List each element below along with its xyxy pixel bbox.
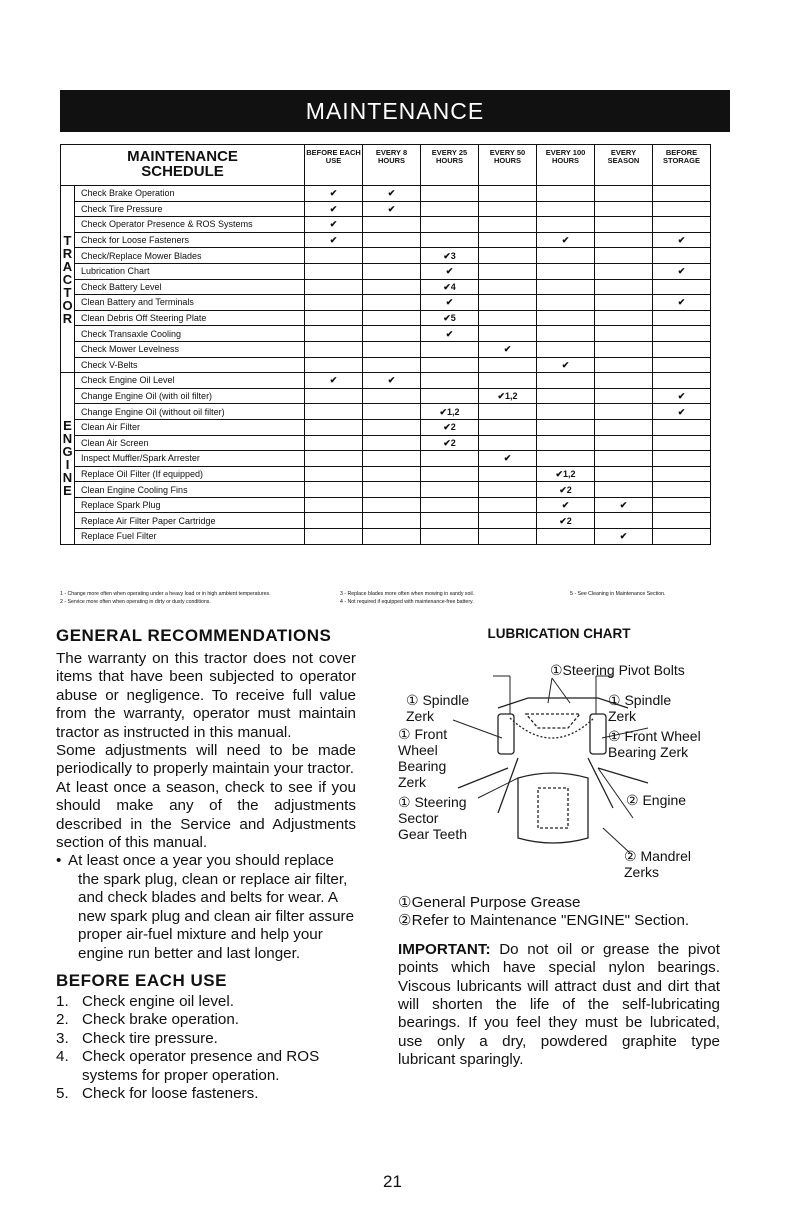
schedule-check-cell: ✔1,2 [479,388,537,404]
schedule-row [61,466,711,482]
schedule-check-cell [479,186,537,202]
schedule-row [61,248,711,264]
lube-note: ②Refer to Maintenance "ENGINE" Section. [398,912,690,930]
schedule-check-cell [595,388,653,404]
schedule-check-cell [305,529,363,545]
schedule-row [61,419,711,435]
task-label: Replace Fuel Filter [75,529,305,545]
label-mandrel: ② Mandrel Zerks [624,848,692,880]
schedule-check-cell [421,482,479,498]
schedule-check-cell [305,513,363,529]
schedule-check-cell [653,529,711,545]
before-use-step [56,1085,356,1104]
schedule-check-cell [363,357,421,373]
schedule-check-cell [363,388,421,404]
schedule-check-cell [653,326,711,342]
schedule-check-cell [653,279,711,295]
schedule-row [61,201,711,217]
schedule-check-cell [363,466,421,482]
footnote: 3 - Replace blades more often when mowing in sandy soil. [340,591,475,597]
schedule-check-cell [537,388,595,404]
schedule-check-cell [479,263,537,279]
label-spindle-zerk-left: ① Spindle Zerk [406,692,470,724]
schedule-check-cell: ✔ [653,404,711,420]
schedule-check-cell [537,217,595,233]
before-use-step [56,993,356,1012]
step-text: Check for loose fasteners. [82,1085,259,1103]
task-label: Check Brake Operation [75,186,305,202]
schedule-row [61,513,711,529]
task-label: Check Tire Pressure [75,201,305,217]
schedule-check-cell: ✔2 [537,482,595,498]
schedule-check-cell: ✔ [305,232,363,248]
step-text: Check tire pressure. [82,1029,218,1047]
schedule-check-cell [595,357,653,373]
schedule-check-cell: ✔ [479,341,537,357]
schedule-row [61,295,711,311]
schedule-check-cell [421,186,479,202]
schedule-check-cell [653,248,711,264]
schedule-column-header: BEFORE STORAGE [653,145,711,186]
schedule-check-cell: ✔ [653,232,711,248]
schedule-check-cell [363,217,421,233]
schedule-column-header: EVERY 25 HOURS [421,145,479,186]
schedule-check-cell [595,451,653,467]
schedule-check-cell [305,357,363,373]
schedule-check-cell [363,295,421,311]
schedule-check-cell [363,497,421,513]
schedule-check-cell [653,451,711,467]
schedule-check-cell [421,529,479,545]
schedule-check-cell [653,217,711,233]
schedule-check-cell: ✔ [421,295,479,311]
schedule-check-cell [363,310,421,326]
schedule-check-cell [305,466,363,482]
schedule-check-cell [479,217,537,233]
task-label: Clean Air Screen [75,435,305,451]
schedule-check-cell [595,186,653,202]
lubrication-notes [398,894,720,1070]
label-front-wheel-right: ① Front Wheel Bearing Zerk [608,728,701,760]
schedule-check-cell [421,341,479,357]
schedule-check-cell [653,341,711,357]
schedule-check-cell: ✔ [653,263,711,279]
task-label: Check Transaxle Cooling [75,326,305,342]
schedule-check-cell [305,279,363,295]
schedule-column-header: BEFORE EACH USE [305,145,363,186]
schedule-check-cell: ✔3 [421,248,479,264]
label-steering-pivot: ①Steering Pivot Bolts [550,662,685,678]
schedule-check-cell [595,263,653,279]
schedule-row [61,232,711,248]
schedule-check-cell [653,466,711,482]
schedule-check-cell [595,435,653,451]
schedule-check-cell [595,419,653,435]
general-para: The warranty on this tractor does not cover items that have been subjected to operator abuse or negligence. To receive full value from the warranty, operator must maintain tractor as instructed in this manual. [56,650,356,741]
schedule-check-cell [479,279,537,295]
schedule-check-cell [479,513,537,529]
before-use-step [56,1048,356,1085]
schedule-row [61,482,711,498]
schedule-check-cell [653,513,711,529]
schedule-check-cell [363,451,421,467]
schedule-row [61,217,711,233]
schedule-check-cell [363,435,421,451]
schedule-check-cell [363,326,421,342]
schedule-check-cell [537,279,595,295]
schedule-check-cell [421,217,479,233]
general-para: At least once a season, check to see if you should make any of the adjustments described in the Service and Adjustments section of this manual. [56,778,356,852]
important-text: Do not oil or grease the pivot points which have special nylon bearings. Viscous lubricants will attract dust and dirt that will shorten the life of the self-lubricating bearings. If you feel they must be lubricated, use only a dry, powdered graphite type lubricant sparingly. [398,940,720,1069]
schedule-check-cell [479,529,537,545]
before-use-step [56,1011,356,1030]
schedule-column-header: EVERY 50 HOURS [479,145,537,186]
schedule-check-cell [537,373,595,389]
schedule-row [61,310,711,326]
schedule-check-cell: ✔5 [421,310,479,326]
before-each-use-list [56,993,356,1104]
task-label: Clean Debris Off Steering Plate [75,310,305,326]
schedule-check-cell: ✔ [595,497,653,513]
schedule-check-cell [537,248,595,264]
schedule-check-cell: ✔ [537,357,595,373]
schedule-check-cell: ✔ [421,263,479,279]
schedule-check-cell [653,201,711,217]
step-text: Check brake operation. [82,1011,240,1029]
lubrication-heading: LUBRICATION CHART [487,626,631,641]
label-engine: ② Engine [626,792,687,808]
schedule-check-cell [305,404,363,420]
schedule-row [61,529,711,545]
schedule-check-cell [363,404,421,420]
schedule-check-cell [537,201,595,217]
schedule-check-cell [479,482,537,498]
schedule-check-cell [421,201,479,217]
before-use-step [56,1030,356,1049]
schedule-check-cell [305,497,363,513]
footnotes-middle [340,590,474,606]
schedule-check-cell [537,326,595,342]
lubrication-diagram [398,658,720,878]
task-label: Replace Oil Filter (If equipped) [75,466,305,482]
schedule-check-cell [653,186,711,202]
label-spindle-zerk-right: ① Spindle Zerk [608,692,672,724]
section-label-tractor: T R A C T O R [61,186,75,373]
schedule-check-cell: ✔1,2 [537,466,595,482]
schedule-check-cell: ✔4 [421,279,479,295]
schedule-check-cell [537,263,595,279]
schedule-check-cell: ✔ [305,217,363,233]
important-note [398,941,720,1070]
schedule-row [61,341,711,357]
task-label: Change Engine Oil (without oil filter) [75,404,305,420]
schedule-check-cell [479,466,537,482]
schedule-check-cell: ✔ [363,201,421,217]
footnote: 1 - Change more often when operating under a heavy load or in high ambient temperatures. [60,591,271,597]
step-text: Check engine oil level. [82,992,234,1010]
schedule-check-cell [305,310,363,326]
schedule-check-cell [595,310,653,326]
schedule-check-cell [595,201,653,217]
label-front-wheel-left: ① Front Wheel Bearing Zerk [398,726,448,790]
schedule-check-cell [305,295,363,311]
lubrication-section [398,626,720,1069]
schedule-row [61,404,711,420]
task-label: Lubrication Chart [75,263,305,279]
schedule-check-cell: ✔2 [421,435,479,451]
schedule-check-cell [653,419,711,435]
schedule-check-cell: ✔2 [421,419,479,435]
schedule-check-cell [479,201,537,217]
schedule-check-cell [479,326,537,342]
schedule-check-cell: ✔ [363,373,421,389]
before-each-use-heading: BEFORE EACH USE [56,970,227,990]
schedule-check-cell [363,279,421,295]
task-label: Clean Engine Cooling Fins [75,482,305,498]
schedule-check-cell [305,341,363,357]
step-number: 5. [56,1085,69,1103]
schedule-check-cell [595,466,653,482]
task-label: Replace Spark Plug [75,497,305,513]
general-para: Some adjustments will need to be made periodically to properly maintain your tractor. [56,742,356,778]
maintenance-schedule-table [60,144,710,545]
schedule-column-header: EVERY 8 HOURS [363,145,421,186]
schedule-check-cell [537,529,595,545]
schedule-row [61,451,711,467]
schedule-check-cell [537,419,595,435]
step-number: 4. [56,1048,69,1066]
schedule-check-cell [653,357,711,373]
schedule-check-cell [479,248,537,264]
schedule-check-cell [653,310,711,326]
schedule-check-cell [479,404,537,420]
task-label: Check Mower Levelness [75,341,305,357]
schedule-title: MAINTENANCE SCHEDULE [61,145,305,186]
schedule-check-cell [595,513,653,529]
schedule-row [61,497,711,513]
schedule-check-cell: ✔ [537,497,595,513]
task-label: Clean Air Filter [75,419,305,435]
schedule-check-cell [595,326,653,342]
schedule-check-cell: ✔ [653,388,711,404]
schedule-check-cell: ✔ [595,529,653,545]
general-recommendations [56,626,356,1104]
schedule-check-cell [363,263,421,279]
schedule-check-cell [421,388,479,404]
task-label: Clean Battery and Terminals [75,295,305,311]
task-label: Inspect Muffler/Spark Arrester [75,451,305,467]
schedule-check-cell [363,482,421,498]
schedule-check-cell: ✔ [421,326,479,342]
schedule-check-cell [421,373,479,389]
step-text: Check operator presence and ROS systems for proper operation. [82,1048,320,1084]
step-number: 1. [56,992,69,1010]
schedule-check-cell [595,295,653,311]
important-label: IMPORTANT: [398,940,491,958]
schedule-check-cell [363,513,421,529]
schedule-check-cell [537,310,595,326]
schedule-check-cell [595,279,653,295]
schedule-check-cell [363,529,421,545]
schedule-check-cell [363,232,421,248]
footnote: 4 - Not required if equipped with maintenance-free battery. [340,599,474,605]
schedule-check-cell [421,357,479,373]
label-steering-gear: ① Steering Sector Gear Teeth [398,794,468,842]
schedule-check-cell [537,404,595,420]
schedule-check-cell [595,232,653,248]
schedule-check-cell [305,263,363,279]
schedule-check-cell [537,295,595,311]
schedule-row [61,357,711,373]
page-number: 21 [383,1172,402,1191]
schedule-check-cell [537,186,595,202]
task-label: Check Battery Level [75,279,305,295]
schedule-check-cell [595,341,653,357]
schedule-check-cell [305,419,363,435]
section-label-engine: E N G I N E [61,373,75,545]
task-label: Check for Loose Fasteners [75,232,305,248]
schedule-check-cell [363,419,421,435]
task-label: Replace Air Filter Paper Cartridge [75,513,305,529]
schedule-check-cell [479,295,537,311]
schedule-check-cell [479,497,537,513]
general-heading: GENERAL RECOMMENDATIONS [56,626,332,645]
footnote: 5 - See Cleaning in Maintenance Section. [570,591,666,597]
schedule-check-cell [479,232,537,248]
footnote: 2 - Service more often when operating in dirty or dusty conditions. [60,599,211,605]
schedule-check-cell: ✔1,2 [421,404,479,420]
task-label: Check Engine Oil Level [75,373,305,389]
schedule-check-cell: ✔ [305,201,363,217]
schedule-check-cell: ✔ [479,451,537,467]
schedule-check-cell [653,373,711,389]
schedule-check-cell [479,373,537,389]
schedule-check-cell [421,497,479,513]
footnotes-left [60,590,271,606]
schedule-row [61,186,711,202]
schedule-check-cell [421,451,479,467]
task-label: Check V-Belts [75,357,305,373]
schedule-check-cell: ✔ [305,186,363,202]
schedule-row [61,388,711,404]
schedule-check-cell [595,217,653,233]
schedule-check-cell [363,248,421,264]
schedule-check-cell [537,341,595,357]
footnotes-right [570,590,665,598]
schedule-check-cell: ✔ [653,295,711,311]
schedule-check-cell [479,435,537,451]
task-label: Check/Replace Mower Blades [75,248,305,264]
step-number: 3. [56,1029,69,1047]
general-bullet: • At least once a year you should replace the spark plug, clean or replace air filter, and check blades and belts for wear. A new spark plug and clean air filter assure proper air-fuel mixture and help your engine run better and last longer. [68,852,356,962]
schedule-check-cell [479,357,537,373]
lube-note: ①General Purpose Grease [398,894,581,911]
schedule-column-header: EVERY SEASON [595,145,653,186]
schedule-check-cell [305,248,363,264]
schedule-row [61,326,711,342]
schedule-check-cell [305,326,363,342]
schedule-check-cell [537,451,595,467]
schedule-check-cell: ✔ [537,232,595,248]
schedule-check-cell [653,482,711,498]
task-label: Check Operator Presence & ROS Systems [75,217,305,233]
schedule-check-cell [595,482,653,498]
schedule-check-cell [653,497,711,513]
schedule-check-cell [595,373,653,389]
schedule-check-cell [537,435,595,451]
schedule-check-cell [305,435,363,451]
page-banner: MAINTENANCE [60,90,730,132]
schedule-check-cell [595,404,653,420]
schedule-check-cell [479,419,537,435]
schedule-check-cell: ✔ [305,373,363,389]
schedule-check-cell [363,341,421,357]
schedule-check-cell [421,232,479,248]
schedule-check-cell [305,388,363,404]
schedule-check-cell [595,248,653,264]
schedule-row [61,373,711,389]
schedule-check-cell [305,451,363,467]
schedule-check-cell [421,513,479,529]
task-label: Change Engine Oil (with oil filter) [75,388,305,404]
schedule-column-header: EVERY 100 HOURS [537,145,595,186]
schedule-check-cell [421,466,479,482]
schedule-check-cell: ✔ [363,186,421,202]
schedule-check-cell: ✔2 [537,513,595,529]
schedule-check-cell [653,435,711,451]
schedule-row [61,263,711,279]
schedule-check-cell [305,482,363,498]
schedule-row [61,435,711,451]
step-number: 2. [56,1011,69,1029]
schedule-row [61,279,711,295]
schedule-check-cell [479,310,537,326]
